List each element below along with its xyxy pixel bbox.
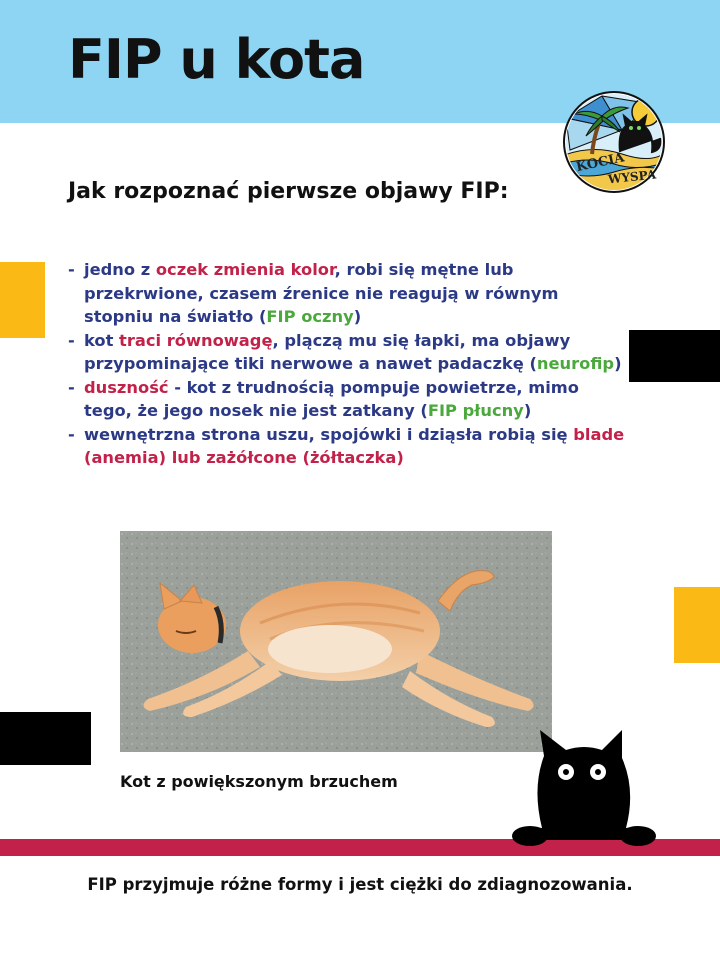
svg-text:KOCIA: KOCIA: [574, 150, 626, 176]
symptom-text: kot: [84, 330, 120, 350]
bullet-dash: -: [68, 377, 75, 397]
symptom-item: [68, 329, 628, 376]
bullet-dash: -: [68, 260, 75, 279]
bullet-dash: -: [68, 424, 75, 444]
symptom-text: jedno z: [84, 260, 156, 279]
symptom-highlight: duszność: [84, 377, 169, 397]
symptom-text: wewnętrzna strona uszu, spojówki i dziąsła robią się: [84, 424, 574, 444]
symptoms-heading: Jak rozpoznać pierwsze objawy FIP:: [68, 179, 509, 204]
cat-photo: [120, 531, 552, 752]
symptom-item: [68, 423, 628, 470]
black-block-right: [629, 330, 720, 382]
yellow-block-right: [674, 587, 720, 663]
photo-caption: Kot z powiększonym brzuchem: [120, 772, 398, 791]
symptom-highlight: oczek zmienia kolor: [155, 260, 335, 279]
bullet-dash: -: [68, 330, 75, 350]
symptom-highlight: FIP płucny: [427, 401, 524, 420]
symptom-text: , plączą mu się łapki, ma objawy przypominające tiki nerwowe a nawet padaczkę (: [84, 330, 571, 373]
symptom-text: , robi się mętne lub przekrwione, czasem źrenice nie reagują w równym stopniu na światło (: [84, 260, 559, 326]
black-cat-icon: [510, 728, 660, 850]
symptoms-list: [68, 258, 628, 470]
symptom-text: ): [523, 401, 532, 420]
svg-text:WYSPA: WYSPA: [607, 167, 657, 187]
black-block-left: [0, 712, 91, 765]
symptom-item: [68, 258, 628, 329]
yellow-block-left: [0, 262, 45, 338]
symptom-highlight: traci równowagę: [119, 330, 273, 350]
symptom-highlight: FIP oczny: [266, 307, 354, 326]
symptom-text: - kot z trudnością pompuje powietrze, mimo tego, że jego nosek nie jest zatkany (: [84, 377, 579, 420]
footer-note: FIP przyjmuje różne formy i jest ciężki do zdiagnozowania.: [87, 875, 633, 894]
symptom-text: ): [614, 354, 622, 373]
kocia-wyspa-logo: [562, 90, 666, 194]
symptom-highlight: neurofip: [536, 354, 615, 373]
symptom-text: ): [353, 307, 362, 326]
page-title: FIP u kota: [68, 28, 365, 91]
symptom-item: [68, 376, 628, 423]
symptom-highlight: blade (anemia) lub zażółcone (żółtaczka): [84, 424, 625, 467]
